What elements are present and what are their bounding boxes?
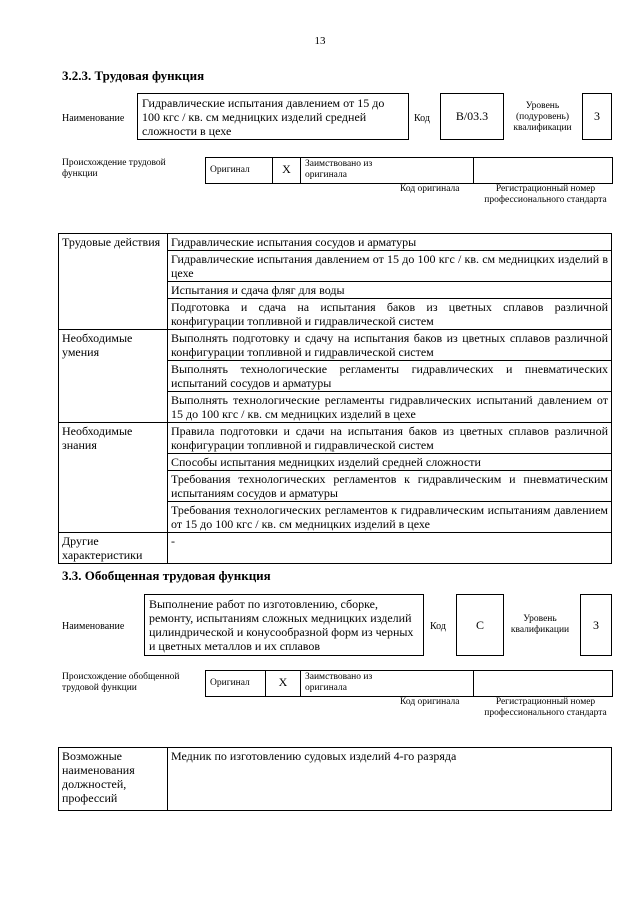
table-row — [59, 330, 612, 361]
row-label: Трудовые действия — [59, 234, 168, 330]
reg-number-label: Регистрационный номер профессионального стандарта — [484, 697, 607, 718]
code-value: C — [475, 618, 484, 632]
name-label: Наименование — [62, 621, 125, 632]
row-item: Медник по изготовлению судовых изделий 4-го разряда — [168, 748, 612, 811]
original-mark: X — [278, 675, 288, 689]
row-item: Правила подготовки и сдачи на испытания баков из цветных сплавов различной конфигурации топливной и гидравлической систем — [168, 423, 612, 454]
borrowed-label: Заимствовано из оригинала — [305, 159, 373, 180]
name-label: Наименование — [62, 113, 125, 124]
row-item: Выполнять технологические регламенты гидравлических и пневматических испытаний сосудов и арматуры — [168, 361, 612, 392]
reg-number-label: Регистрационный номер профессионального стандарта — [484, 184, 607, 205]
section-heading-323: 3.2.3. Трудовая функция — [62, 68, 205, 83]
table-row — [59, 423, 612, 454]
function-name-box — [137, 93, 409, 140]
table-row — [59, 748, 612, 811]
code-label: Код — [430, 621, 446, 632]
code-label: Код — [414, 113, 430, 124]
level-label: Уровень квалификации — [510, 614, 570, 635]
origin-label: Происхождение обобщенной трудовой функции — [62, 672, 180, 693]
origin-divider — [300, 157, 301, 184]
code-original-label: Код оригинала — [400, 184, 460, 194]
row-item: Выполнять подготовку и сдачу на испытания баков из цветных сплавов различной конфигурации топливной и гидравлической систем — [168, 330, 612, 361]
row-item: Требования технологических регламентов к гидравлическим и пневматическим испытаниям сосудов и арматуры — [168, 471, 612, 502]
row-item: Гидравлические испытания сосудов и арматуры — [168, 234, 612, 251]
level-box — [582, 93, 612, 140]
table-row — [59, 533, 612, 564]
code-box — [456, 594, 504, 656]
original-mark: X — [282, 162, 291, 176]
general-function-name-box — [144, 594, 424, 656]
code-value: B/03.3 — [455, 109, 489, 123]
origin-divider — [473, 670, 474, 697]
labor-function-table — [58, 233, 612, 564]
level-box — [580, 594, 612, 656]
section-heading-33: 3.3. Обобщенная трудовая функция — [62, 568, 271, 583]
row-item: Подготовка и сдача на испытания баков из цветных сплавов различной конфигурации топливной и гидравлической систем — [168, 299, 612, 330]
code-original-label: Код оригинала — [400, 697, 460, 707]
page-number: 13 — [314, 35, 326, 47]
original-label: Оригинал — [210, 165, 250, 175]
origin-divider — [473, 157, 474, 184]
row-item: Испытания и сдача фляг для воды — [168, 282, 612, 299]
origin-divider — [300, 670, 301, 697]
code-box — [440, 93, 504, 140]
row-label: Необходимые знания — [59, 423, 168, 533]
row-item: Выполнять технологические регламенты гидравлических испытаний давлением от 15 до 100 кгс / кв. см медницких изделий в цехе — [168, 392, 612, 423]
level-value: 3 — [593, 618, 599, 632]
level-value: 3 — [594, 109, 600, 123]
row-item: Требования технологических регламентов к гидравлическим испытаниям давлением от 15 до 100 кгс / кв. см медницких изделий в цехе — [168, 502, 612, 533]
level-label: Уровень (подуровень) квалификации — [513, 101, 572, 133]
function-name-value: Гидравлические испытания давлением от 15 до 100 кгс / кв. см медницких изделий средней сложности в цехе — [142, 96, 385, 138]
origin-box — [205, 157, 613, 184]
positions-table — [58, 747, 612, 811]
row-label: Необходимые умения — [59, 330, 168, 423]
table-row — [59, 234, 612, 251]
general-function-name-value: Выполнение работ по изготовлению, сборке, ремонту, испытаниям сложных медницких изделий цилиндрической и конусообразной форм из черных и цветных металлов и их сплавов — [149, 597, 414, 653]
row-item: Гидравлические испытания давлением от 15 до 100 кгс / кв. см медницких изделий в цехе — [168, 251, 612, 282]
borrowed-label: Заимствовано из оригинала — [305, 672, 373, 693]
original-label: Оригинал — [210, 678, 250, 688]
row-item: - — [168, 533, 612, 564]
row-label: Другие характеристики — [59, 533, 168, 564]
row-item: Способы испытания медницких изделий средней сложности — [168, 454, 612, 471]
origin-label: Происхождение трудовой функции — [62, 158, 166, 179]
row-label: Возможные наименования должностей, профессий — [59, 748, 168, 811]
